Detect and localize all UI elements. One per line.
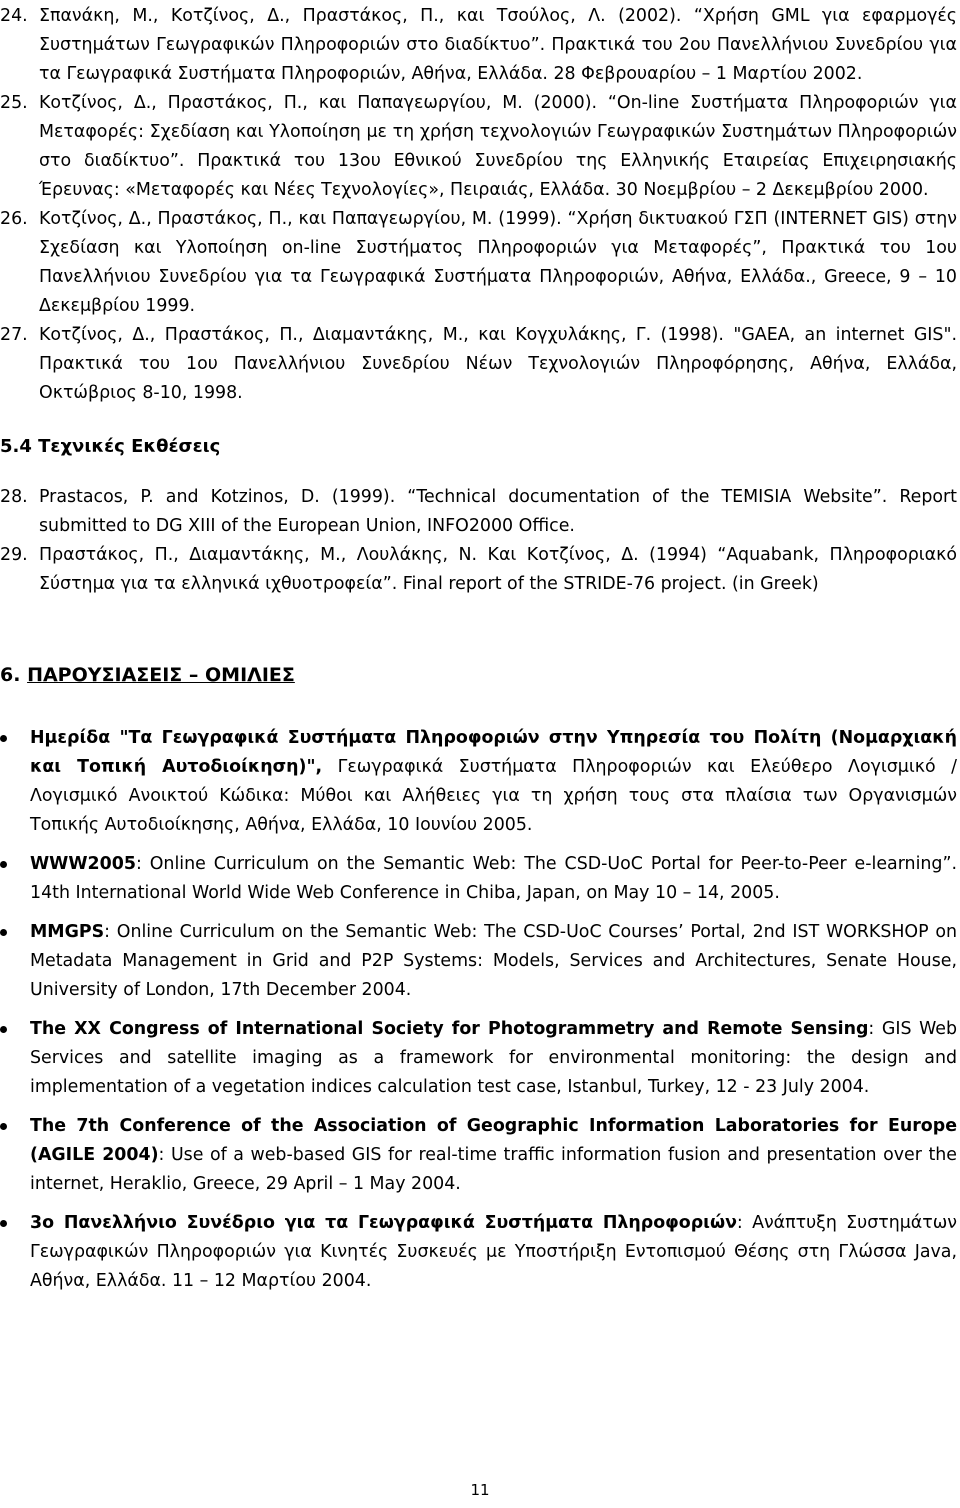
presentation-item: [30, 1112, 957, 1199]
document-page: [0, 2, 957, 1306]
reference-number: 26.: [0, 209, 28, 229]
reference-number: 28.: [0, 487, 28, 507]
presentation-event: The XX Congress of International Society for Photogrammetry and Remote Sensing: [30, 1019, 869, 1039]
presentation-item: [30, 850, 957, 908]
reference-item-25: [0, 89, 957, 205]
reference-number: 25.: [0, 93, 28, 113]
subsection-heading: 5.4 Τεχνικές Εκθέσεις: [0, 436, 221, 457]
page-number: 11: [470, 1481, 490, 1499]
reference-number: 27.: [0, 325, 28, 345]
presentation-detail: Γεωγραφικά Συστήματα Πληροφοριών και Ελεύθερο Λογισμικό / Λογισμικό Ανοικτού Κώδικα: Μύθοι και Αλήθειες για τη χρήση τους στα πλαίσια των Οργανισμών Τοπικής Αυτοδιοίκησης, Αθήνα, Ελλάδα, 10 Ιουνίου 2005.: [30, 757, 957, 835]
reference-text: Κοτζίνος, Δ., Πραστάκος, Π., και Παπαγεωργίου, Μ. (1999). “Χρήση δικτυακού ΓΣΠ (INTERNET GIS) στην Σχεδίαση και Υλοποίηση on-line Συστήματος Πληροφοριών για Μεταφορές”, Πρακτικά του 1ου Πανελλήνιου Συνεδρίου για τα Γεωγραφικά Συστήματα Πληροφοριών, Αθήνα, Ελλάδα., Greece, 9 – 10 Δεκεμβρίου 1999.: [39, 209, 957, 316]
bullet-icon: [0, 1220, 7, 1227]
presentation-detail: : GIS Web Services and satellite imaging as a framework for environmental monitoring: the design and implementation of a vegetation indices calculation test case, Istanbul, Turkey, 12 - 23 July 2004.: [30, 1019, 957, 1097]
reference-list-papers: [0, 2, 957, 408]
presentation-item: [30, 918, 957, 1005]
reference-item-26: [0, 205, 957, 321]
presentation-event: WWW2005: [30, 854, 136, 874]
reference-text: Prastacos, P. and Kotzinos, D. (1999). “Technical documentation of the TEMISIA Website”. Report submitted to DG XIII of the European Union, INFO2000 Office.: [39, 487, 957, 536]
reference-number: 24.: [0, 6, 28, 26]
presentation-detail: : Online Curriculum on the Semantic Web: The CSD-UoC Portal for Peer-to-Peer e-learning”. 14th International World Wide Web Conference in Chiba, Japan, on May 10 – 14, 2005.: [30, 854, 957, 903]
presentation-item: [30, 1015, 957, 1102]
presentation-detail: : Ανάπτυξη Συστημάτων Γεωγραφικών Πληροφοριών για Κινητές Συσκευές με Υποστήριξη Εντοπισμού Θέσης στη Γλώσσα Java, Αθήνα, Ελλάδα. 11 – 12 Μαρτίου 2004.: [30, 1213, 957, 1291]
bullet-icon: [0, 1026, 7, 1033]
presentation-event: Ημερίδα "Τα Γεωγραφικά Συστήματα Πληροφοριών στην Υπηρεσία του Πολίτη (Νομαρχιακή και Τοπική Αυτοδιοίκηση)",: [30, 728, 957, 777]
presentation-item: [30, 1209, 957, 1296]
section-number: 6.: [0, 664, 21, 686]
bullet-icon: [0, 861, 7, 868]
bullet-icon: [0, 735, 7, 742]
bullet-icon: [0, 929, 7, 936]
reference-item-24: [0, 2, 957, 89]
presentation-detail: : Online Curriculum on the Semantic Web: The CSD-UoC Courses’ Portal, 2nd IST WORKSHOP on Metadata Management in Grid and P2P Systems: Models, Services and Architectures, Senate House, University of London, 17th December 2004.: [30, 922, 957, 1000]
reference-item-28: [0, 483, 957, 541]
reference-item-29: [0, 541, 957, 599]
presentation-event: The 7th Conference of the Association of Geographic Information Laboratories for Europe (AGILE 2004): [30, 1116, 957, 1165]
reference-text: Πραστάκος, Π., Διαμαντάκης, Μ., Λουλάκης, Ν. Και Κοτζίνος, Δ. (1994) “Aquabank, Πληροφοριακό Σύστημα για τα ελληνικά ιχθυοτροφεία”. Final report of the STRIDE-76 project. (in Greek): [39, 545, 957, 594]
presentation-event: 3ο Πανελλήνιο Συνέδριο για τα Γεωγραφικά Συστήματα Πληροφοριών: [30, 1213, 737, 1233]
reference-item-27: [0, 321, 957, 408]
section-title: ΠΑΡΟΥΣΙΑΣΕΙΣ – ΟΜΙΛΙΕΣ: [27, 664, 295, 686]
presentation-detail: : Use of a web-based GIS for real-time traffic information fusion and presentation over the internet, Heraklio, Greece, 29 April – 1 May 2004.: [30, 1145, 957, 1194]
bullet-icon: [0, 1123, 7, 1130]
reference-text: Σπανάκη, Μ., Κοτζίνος, Δ., Πραστάκος, Π., και Τσούλος, Λ. (2002). “Χρήση GML για εφαρμογές Συστημάτων Γεωγραφικών Πληροφοριών στο διαδίκτυο”. Πρακτικά του 2ου Πανελλήνιου Συνεδρίου για τα Γεωγραφικά Συστήματα Πληροφοριών, Αθήνα, Ελλάδα. 28 Φεβρουαρίου – 1 Μαρτίου 2002.: [39, 6, 957, 84]
reference-number: 29.: [0, 545, 28, 565]
section-heading: [0, 661, 957, 690]
presentation-item: [30, 724, 957, 840]
reference-text: Κοτζίνος, Δ., Πραστάκος, Π., και Παπαγεωργίου, Μ. (2000). “On-line Συστήματα Πληροφοριών για Μεταφορές: Σχεδίαση και Υλοποίηση με τη χρήση τεχνολογιών Γεωγραφικών Συστημάτων Πληροφοριών στο διαδίκτυο”. Πρακτικά του 13ου Εθνικού Συνεδρίου της Ελληνικής Εταιρείας Επιχειρησιακής Έρευνας: «Μεταφορές και Νέες Τεχνολογίες», Πειραιάς, Ελλάδα. 30 Νοεμβρίου – 2 Δεκεμβρίου 2000.: [39, 93, 957, 200]
reference-text: Κοτζίνος, Δ., Πραστάκος, Π., Διαμαντάκης, Μ., και Κογχυλάκης, Γ. (1998). "GAEA, an internet GIS". Πρακτικά του 1ου Πανελλήνιου Συνεδρίου Νέων Τεχνολογιών Πληροφόρησης, Αθήνα, Ελλάδα, Οκτώβριος 8-10, 1998.: [39, 325, 957, 403]
reference-list-reports: [0, 483, 957, 599]
presentations-list: [30, 724, 957, 1296]
presentation-event: MMGPS: [30, 922, 105, 942]
